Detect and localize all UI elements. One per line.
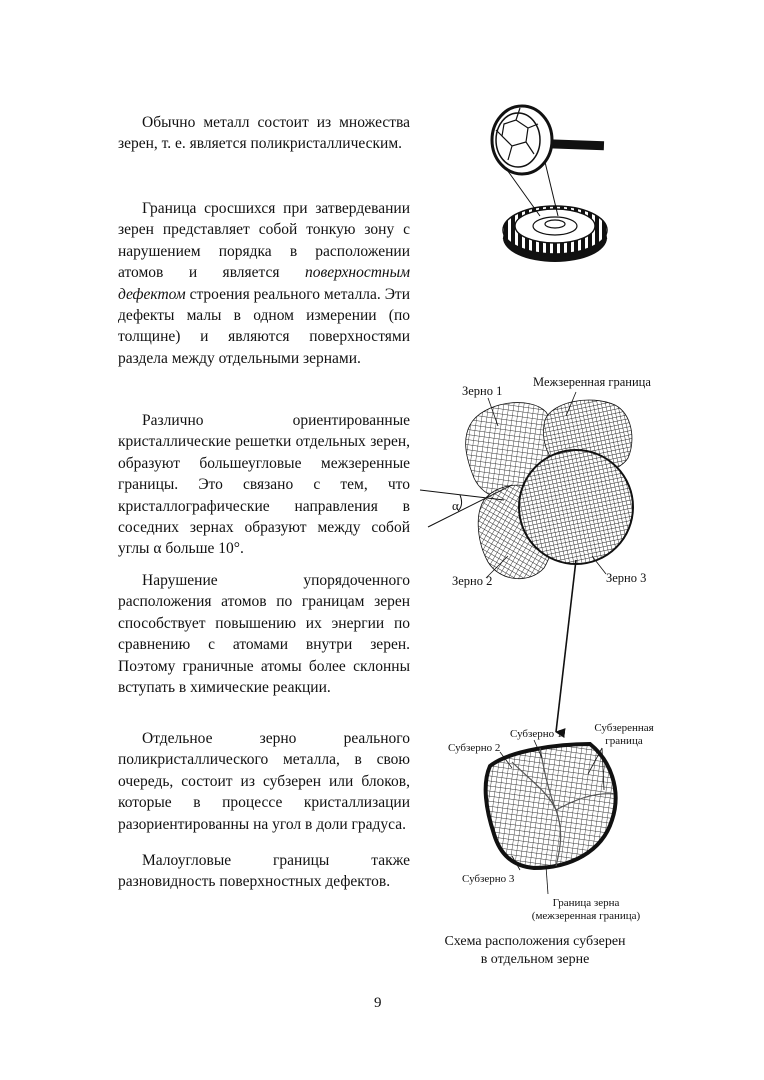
label-subgrain-3: Субзерно 3 [462,873,515,885]
label-subgrain-1: Субзерно 1 [510,728,563,740]
label-subgrain-boundary [593,722,655,748]
paragraph-5: Отдельное зерно реального поликристаллического металла, в свою очередь, состоит из субзерен или блоков, которые в процессе кристаллизации разориентированны на угол в доли градуса. [118,730,410,833]
magnifier-gear-illustration [492,106,607,262]
label-subgrain-boundary-line2: граница [605,735,643,747]
figure-caption-line1: Схема расположения субзерен [444,934,626,949]
zoom-arrow [556,560,576,732]
figure-caption-line2: в отдельном зерне [480,952,590,967]
grain-3-region [519,450,633,564]
page-number: 9 [374,995,382,1011]
label-grain-boundary-bottom [518,897,654,923]
figure-caption [435,933,635,969]
label-subgrain-2: Субзерно 2 [448,742,501,754]
label-grain-2: Зерно 2 [452,574,493,588]
magnifier-icon [492,106,604,174]
label-grain-boundary: Межзеренная граница [533,375,651,389]
paragraph-6: Малоугловые границы также разновидность поверхностных дефектов. [118,852,410,891]
label-grain-boundary-line1: Граница зерна [552,897,620,909]
paragraph-1: Обычно металл состоит из множества зерен, т. е. является поликристаллическим. [118,114,410,153]
grains-figure [420,392,633,732]
subgrain-outline [486,744,616,868]
gear-icon [503,206,607,262]
paragraph-3: Различно ориентированные кристаллические решетки отдельных зерен, образуют большеугловые межзеренные границы. Это связано с тем, что кристаллографические направления в соседних зернах образуют между собой углы α больше 10°. [118,412,410,558]
label-alpha: α [452,498,459,513]
subgrain-figure [486,740,616,894]
label-grain-1: Зерно 1 [462,384,503,398]
label-subgrain-boundary-line1: Субзеренная [594,722,654,734]
paragraph-2-part-a: Граница сросшихся при затвердевании зерен представляет собой тонкую зону с нарушением порядка в расположении атомов и является [118,200,410,282]
paragraph-2-part-b: строения реального металла. Эти дефекты малы в одном измерении (по толщине) и являются поверхностями раздела между отдельными зернами. [118,285,410,367]
paragraph-4: Нарушение упорядоченного расположения атомов по границам зерен способствует повышению их энергии по сравнению с атомами внутри зерен. Поэтому граничные атомы более склонны вступать в химические реакции. [118,572,410,697]
paragraph-2-emphasis: поверхностным дефектом [118,264,410,303]
label-grain-boundary-line2: (межзеренная граница) [531,910,641,922]
label-grain-3: Зерно 3 [606,571,647,585]
